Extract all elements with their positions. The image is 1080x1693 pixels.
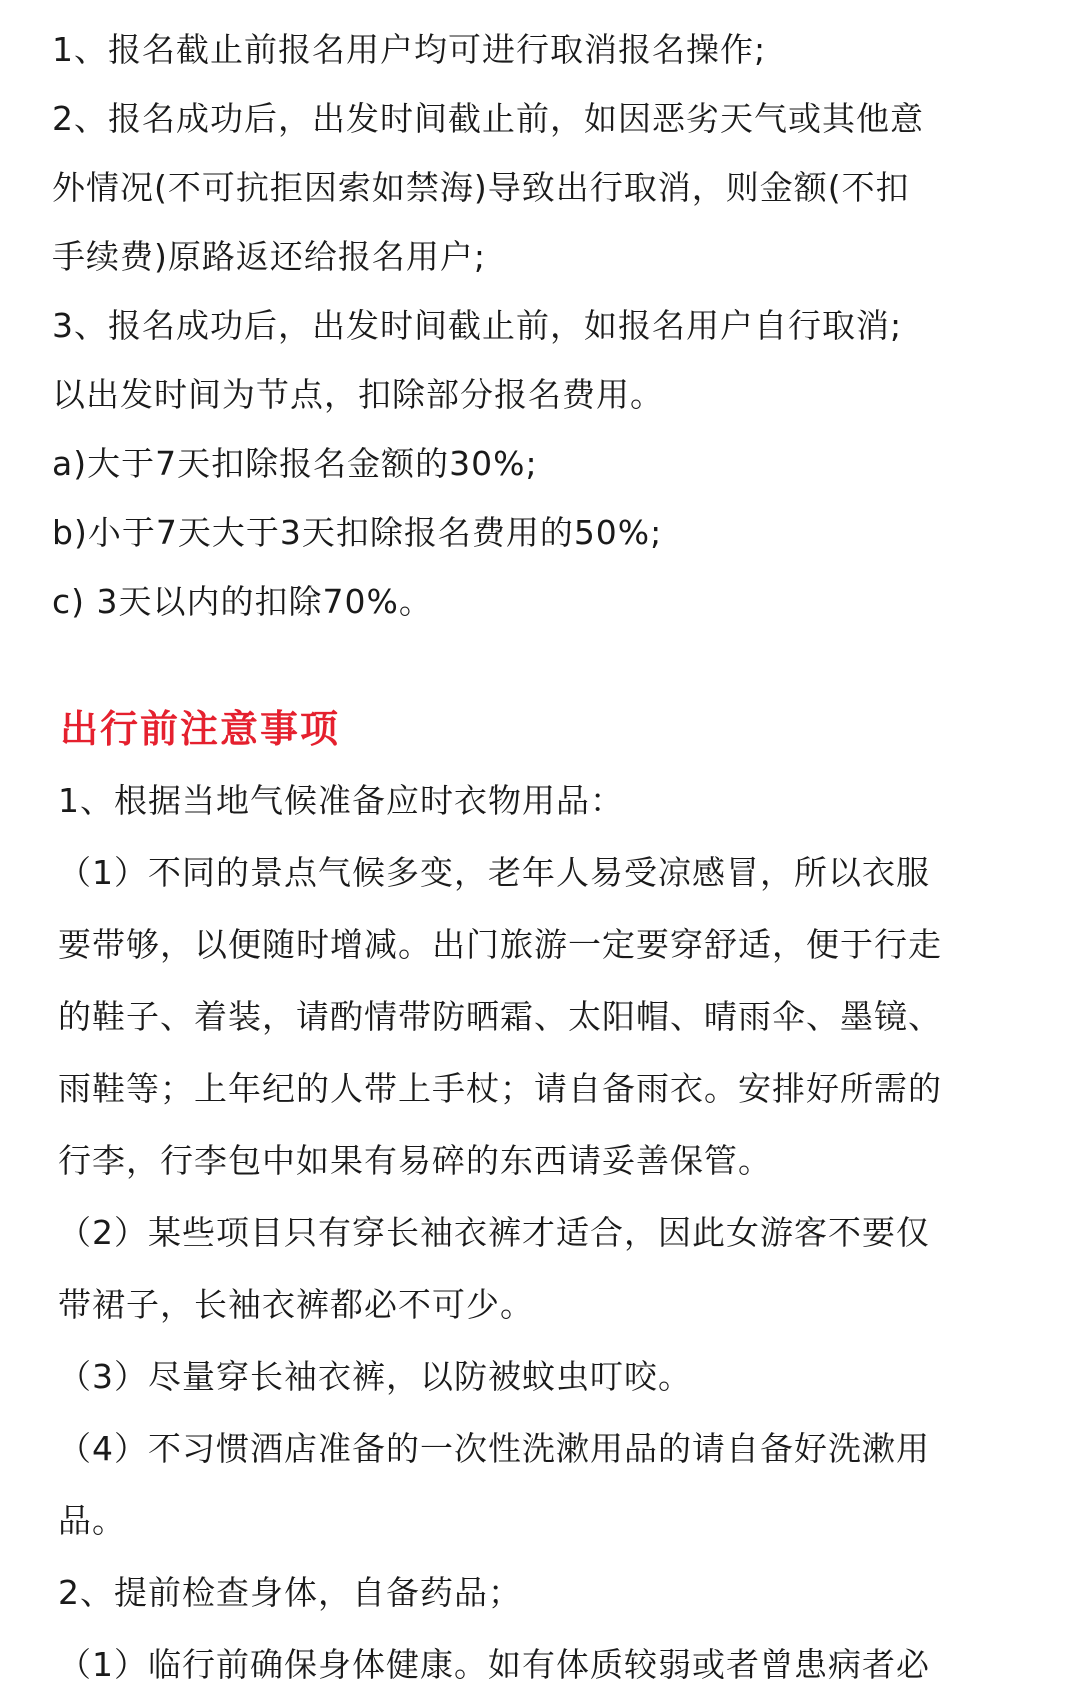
precaution-line-8: 带裙子，长袖衣裤都必不可少。 <box>58 1285 534 1324</box>
policy-line-1: 1、报名截止前报名用户均可进行取消报名操作; <box>52 30 767 69</box>
policy-line-2: 2、报名成功后，出发时间截止前，如因恶劣天气或其他意 <box>52 99 924 138</box>
precaution-line-1: 1、根据当地气候准备应时衣物用品： <box>58 781 624 820</box>
policy-line-6: 以出发时间为节点，扣除部分报名费用。 <box>52 375 664 414</box>
precaution-line-11: 品。 <box>58 1501 126 1540</box>
policy-line-9: c) 3天以内的扣除70%。 <box>52 582 433 621</box>
precaution-line-10: （4）不习惯酒店准备的一次性洗漱用品的请自备好洗漱用 <box>58 1429 930 1468</box>
precaution-line-5: 雨鞋等；上年纪的人带上手杖；请自备雨衣。安排好所需的 <box>58 1069 942 1108</box>
policy-line-7: a)大于7天扣除报名金额的30%; <box>52 444 538 483</box>
section-heading: 出行前注意事项 <box>60 707 341 751</box>
precaution-line-9: （3）尽量穿长袖衣裤，以防被蚊虫叮咬。 <box>58 1357 692 1396</box>
precaution-line-4: 的鞋子、着装，请酌情带防晒霜、太阳帽、晴雨伞、墨镜、 <box>58 997 942 1036</box>
policy-line-5: 3、报名成功后，出发时间截止前，如报名用户自行取消; <box>52 306 903 345</box>
precaution-line-7: （2）某些项目只有穿长袖衣裤才适合，因此女游客不要仅 <box>58 1213 930 1252</box>
precaution-line-6: 行李，行李包中如果有易碎的东西请妥善保管。 <box>58 1141 772 1180</box>
precaution-line-12: 2、提前检查身体，自备药品； <box>58 1573 522 1612</box>
precaution-line-3: 要带够，以便随时增减。出门旅游一定要穿舒适，便于行走 <box>58 925 942 964</box>
precaution-line-2: （1）不同的景点气候多变，老年人易受凉感冒，所以衣服 <box>58 853 930 892</box>
policy-line-3: 外情况(不可抗拒因索如禁海)导致出行取消，则金额(不扣 <box>52 168 910 207</box>
precaution-line-13: （1）临行前确保身体健康。如有体质较弱或者曾患病者必 <box>58 1645 930 1684</box>
policy-line-8: b)小于7天大于3天扣除报名费用的50%; <box>52 513 663 552</box>
policy-line-4: 手续费)原路返还给报名用户; <box>52 237 486 276</box>
